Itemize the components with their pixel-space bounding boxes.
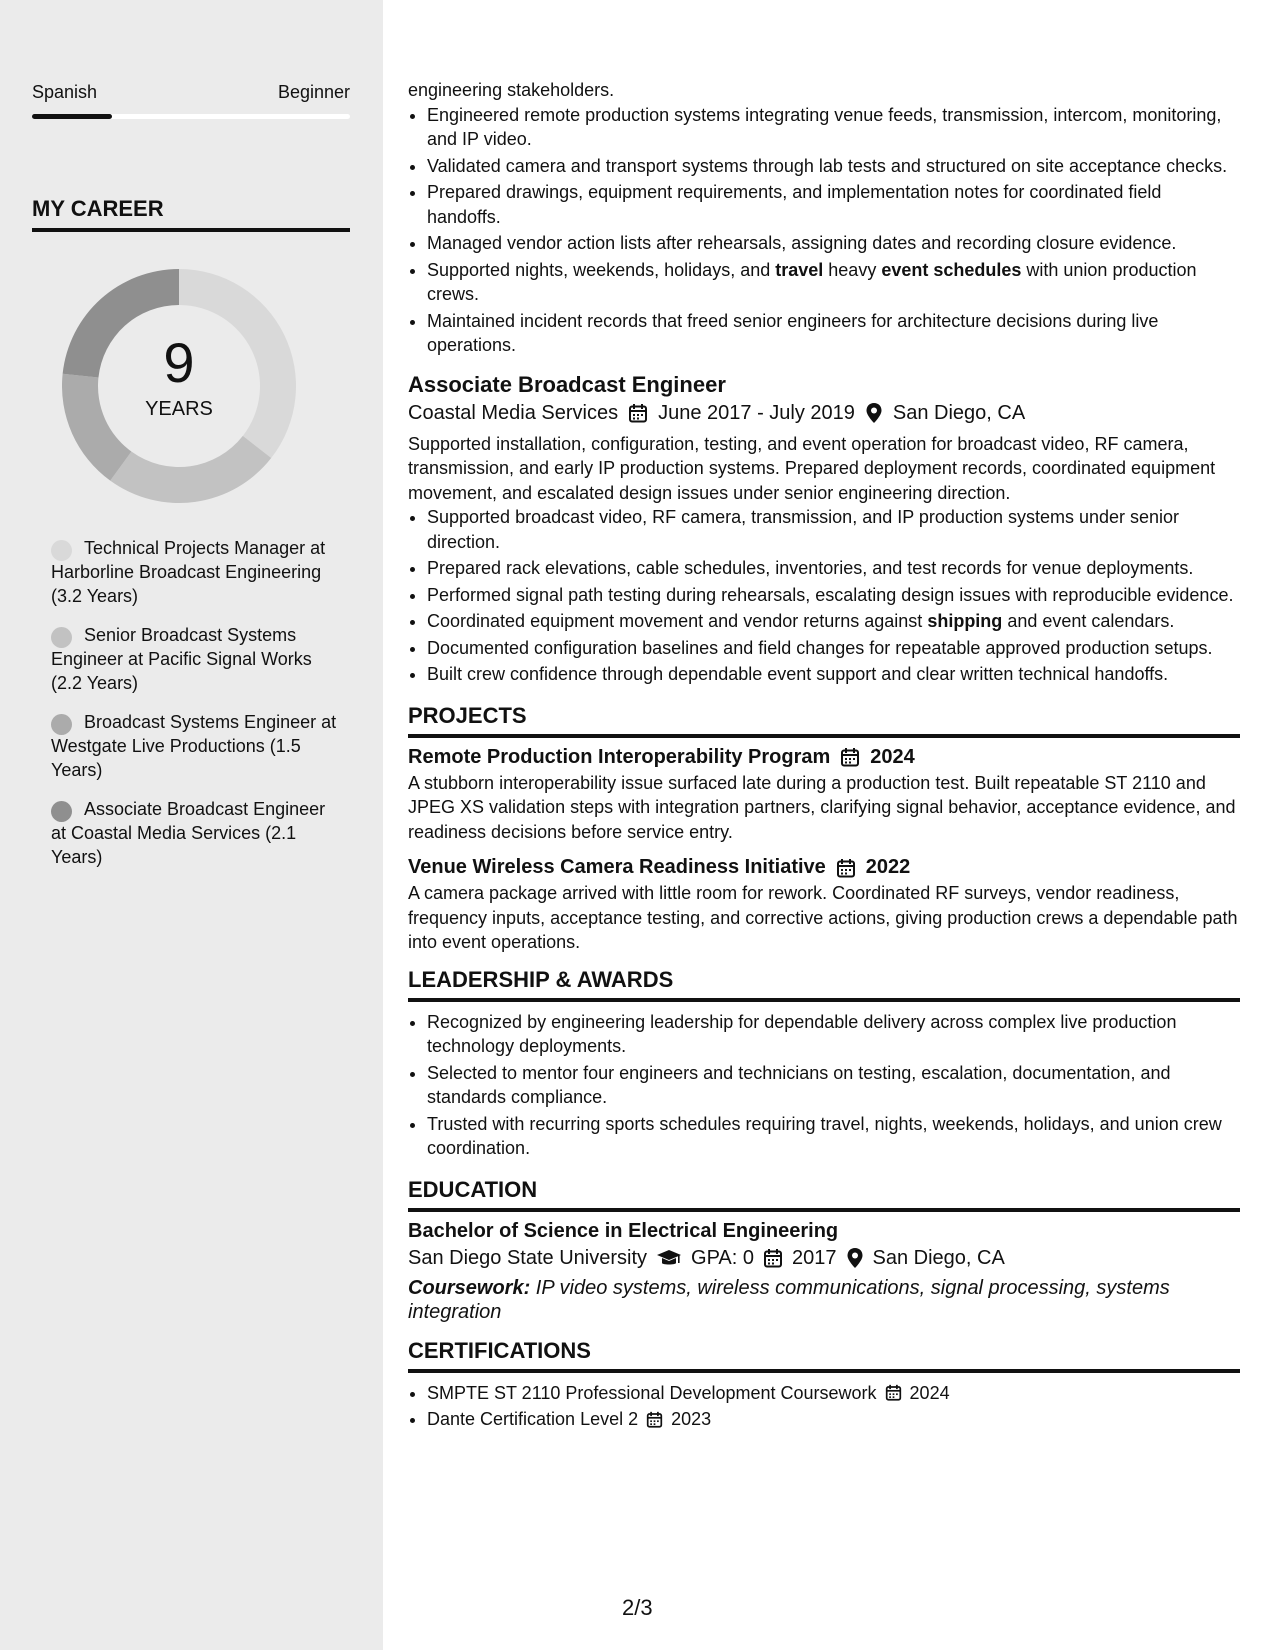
coursework-list: IP video systems, wireless communications, signal processing, systems integration [408,1276,1170,1323]
certification-name: • SMPTE ST 2110 Professional Development Coursework [427,1382,877,1403]
bullet: • Built crew confidence through dependable event support and clear written technical handoffs. [427,662,1240,687]
project-title: Venue Wireless Camera Readiness Initiative [408,856,826,878]
calendar-icon [646,1411,663,1428]
page-number: 2/3 [622,1595,653,1620]
experience-bullets [408,103,1240,358]
certification-item [427,1407,1240,1432]
legend-dot [51,714,72,735]
leadership-heading: LEADERSHIP & AWARDS [408,967,1240,1002]
certifications-list [408,1381,1240,1432]
graduation-year: 2017 [792,1246,837,1269]
donut-segment-1 [110,436,271,503]
job-dates: June 2017 - July 2019 [658,401,855,424]
keyword: event schedules [881,259,1022,280]
keyword: travel [775,259,824,280]
legend-item [51,710,341,782]
project-description: A stubborn interoperability issue surfaced late during a production test. Built repeatable ST 2110 and JPEG XS validation steps with integration partners, clarifying signal behavior, acceptance evidence, and readiness decisions before service entry. [408,772,1236,842]
legend-dot [51,627,72,648]
text: and event calendars. [1002,611,1175,631]
legend-item [51,623,341,695]
text: with union production crews. [427,259,1197,304]
project-year: 2022 [865,856,911,878]
text: Coordinated equipment movement and vendor returns against [427,611,928,631]
certifications-heading: CERTIFICATIONS [408,1338,1240,1373]
project-description: A camera package arrived with little room for rework. Coordinated RF surveys, vendor readiness, frequency inputs, acceptance testing, and corrective actions, giving production crews a dependable path into event operations. [408,883,1238,952]
text: heavy [823,259,882,280]
graduation-cap-icon [656,1248,682,1268]
school-name: San Diego State University [408,1246,648,1269]
calendar-icon [628,403,648,423]
job-title: Associate Broadcast Engineer [408,371,726,397]
legend-text: Senior Broadcast Systems Engineer at Pacific Signal Works (2.2 Years) [51,625,312,693]
sidebar [0,0,383,1650]
legend-item [51,536,341,608]
company-name: Coastal Media Services [408,401,619,424]
main-content [408,78,1240,1434]
years-label: YEARS [145,398,213,420]
leadership-bullets [408,1010,1240,1161]
donut-segment-0 [179,269,296,458]
calendar-icon [836,858,856,878]
job-location: San Diego, CA [892,401,1026,424]
language-proficiency-fill [32,114,112,119]
certification-year: 2023 [671,1409,712,1429]
bullet: • Selected to mentor four engineers and technicians on testing, escalation, documentation, and standards compliance. [427,1061,1240,1110]
location-pin-icon [865,402,883,424]
donut-segment-3 [63,269,179,378]
legend-item [51,797,341,869]
bullet: • Documented configuration baselines and field changes for repeatable approved production setups. [427,636,1240,661]
legend-dot [51,540,72,561]
certification-year: 2024 [909,1382,950,1403]
school-location: San Diego, CA [872,1246,1005,1269]
project-year: 2024 [870,745,915,768]
job-summary: Supported installation, configuration, testing, and event operation for broadcast video, RF camera, transmission, and early IP production systems. Prepared deployment records, coordinated equipment movement, and escalated design issues under senior engineering direction. [408,433,1216,503]
projects-heading: PROJECTS [408,703,1240,738]
bullet: • Prepared rack elevations, cable schedules, inventories, and test records for venue deployments. [427,556,1240,581]
certification-item [427,1381,1240,1406]
bullet: • Validated camera and transport systems through lab tests and structured on site acceptance checks. [427,154,1240,179]
location-pin-icon [846,1247,864,1269]
calendar-icon [885,1384,902,1401]
bullet: • Managed vendor action lists after rehearsals, assigning dates and recording closure evidence. [427,231,1240,256]
language-name: Spanish [32,82,98,102]
donut-segment-2 [62,374,131,481]
keyword: shipping [927,611,1003,631]
language-row [32,82,350,103]
bullet: • Recognized by engineering leadership for dependable delivery across complex live production technology deployments. [427,1010,1240,1059]
degree-title: Bachelor of Science in Electrical Engineering [408,1219,839,1242]
project-item [408,856,1240,955]
coursework-label: Coursework: [408,1276,531,1299]
certification-row [427,1381,950,1406]
bullet: • Supported broadcast video, RF camera, transmission, and IP production systems under senior direction. [427,505,1240,554]
career-heading: MY CAREER [32,196,350,232]
project-title: Remote Production Interoperability Program [408,745,831,768]
bullet: • Trusted with recurring sports schedules requiring travel, nights, weekends, holidays, and union crew coordination. [427,1112,1240,1161]
text: Supported nights, weekends, holidays, and [427,259,776,280]
experience-lead-text: engineering stakeholders. [408,80,615,100]
language-proficiency-bar [32,114,350,119]
certification-row [427,1407,711,1432]
career-legend [51,536,341,884]
bullet [427,258,1240,307]
education-meta [408,1247,1240,1270]
legend-text: Technical Projects Manager at Harborline Broadcast Engineering (3.2 Years) [51,538,326,606]
job-bullets [408,505,1240,687]
legend-text: Broadcast Systems Engineer at Westgate Live Productions (1.5 Years) [51,712,337,780]
project-title-row [408,746,1240,769]
total-years-value: 9 [163,331,195,394]
project-item [408,746,1240,845]
bullet: • Maintained incident records that freed senior engineers for architecture decisions during live operations. [427,309,1240,358]
calendar-icon [763,1248,783,1268]
bullet: • Performed signal path testing during rehearsals, escalating design issues with reproducible evidence. [427,583,1240,608]
career-donut-chart [62,269,296,503]
bullet [427,609,1240,634]
job-meta [408,402,1240,425]
calendar-icon [840,747,860,767]
legend-text: Associate Broadcast Engineer at Coastal Media Services (2.1 Years) [51,799,326,867]
coursework [408,1276,1240,1324]
education-heading: EDUCATION [408,1177,1240,1212]
bullet: • Engineered remote production systems integrating venue feeds, transmission, intercom, monitoring, and IP video. [427,103,1240,152]
language-level: Beginner [277,82,350,102]
project-title-row [408,856,1240,879]
certification-name: • Dante Certification Level 2 [427,1409,639,1429]
gpa: GPA: 0 [691,1246,755,1269]
legend-dot [51,801,72,822]
bullet: • Prepared drawings, equipment requirements, and implementation notes for coordinated field handoffs. [427,180,1240,229]
